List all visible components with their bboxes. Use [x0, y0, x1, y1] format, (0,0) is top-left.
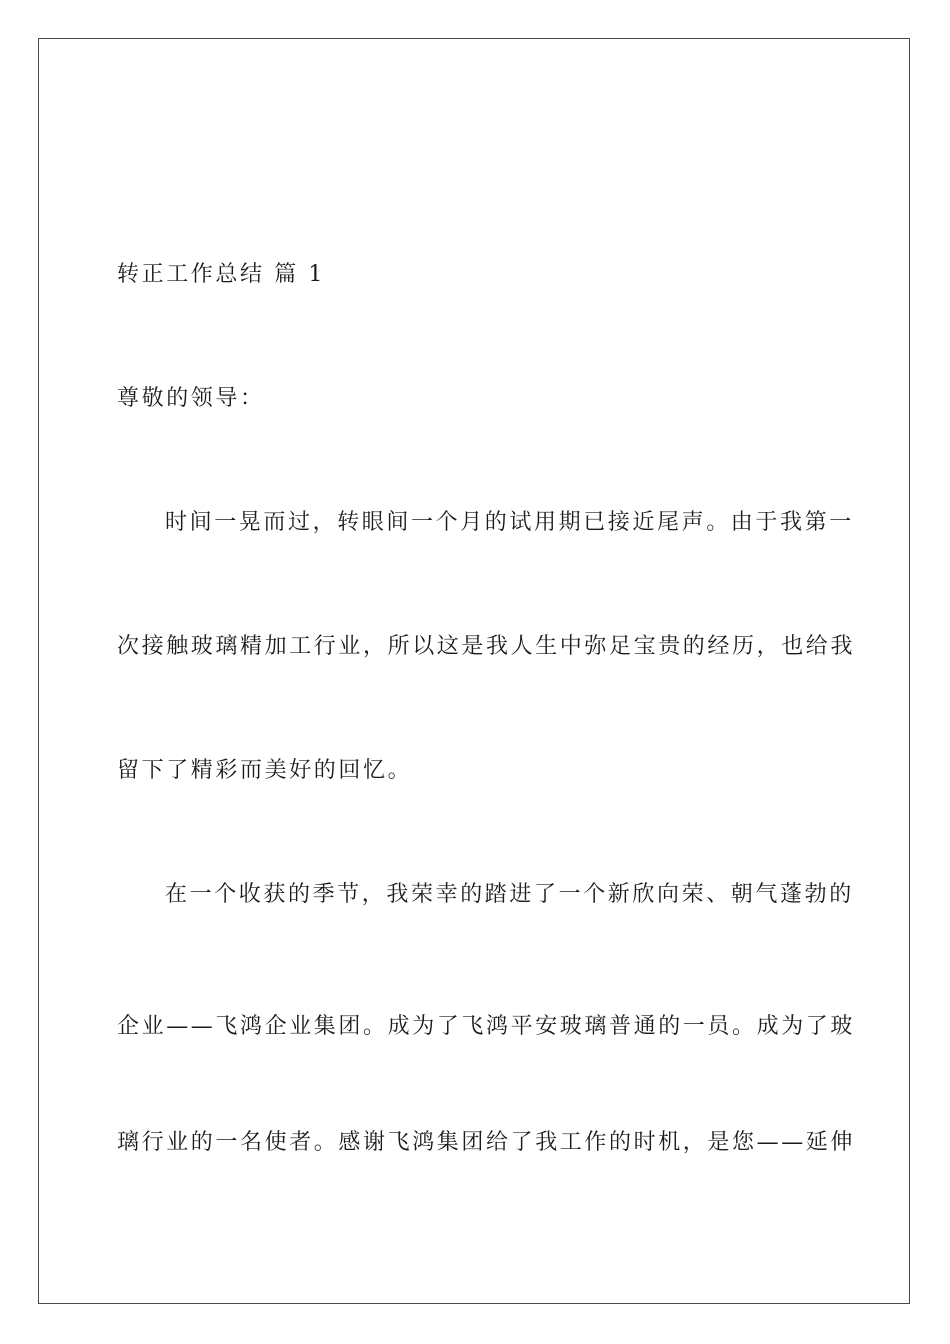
salutation: 尊敬的领导：: [117, 386, 265, 411]
paragraph-1-line-1: 时间一晃而过，转眼间一个月的试用期已接近尾声。由于我第一: [165, 510, 854, 535]
paragraph-2-line-1: 在一个收获的季节，我荣幸的踏进了一个新欣向荣、朝气蓬勃的: [165, 882, 854, 907]
paragraph-2-line-2: 企业——飞鸿企业集团。成为了飞鸿平安玻璃普通的一员。成为了玻: [117, 1014, 856, 1039]
page-border: [38, 38, 910, 1304]
paragraph-1-line-2: 次接触玻璃精加工行业，所以这是我人生中弥足宝贵的经历，也给我: [117, 634, 856, 659]
paragraph-2-line-3: 璃行业的一名使者。感谢飞鸿集团给了我工作的时机，是您——延伸: [117, 1130, 856, 1155]
paragraph-1-line-3: 留下了精彩而美好的回忆。: [117, 758, 413, 783]
document-title: 转正工作总结 篇 1: [117, 262, 325, 287]
